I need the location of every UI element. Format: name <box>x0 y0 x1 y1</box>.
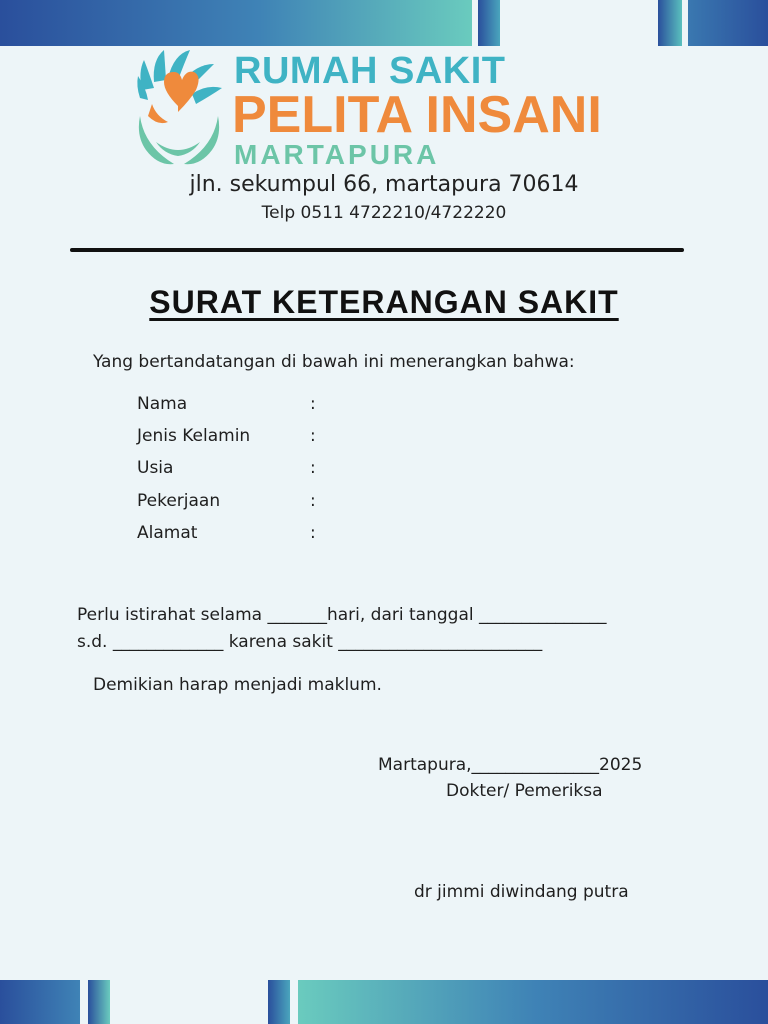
logo-line-1: RUMAH SAKIT <box>234 50 506 92</box>
rest-period-line-2: s.d. _____________ karena sakit ________________________ <box>77 632 543 652</box>
field-label-alamat: Alamat <box>137 523 198 543</box>
field-label-jenis-kelamin: Jenis Kelamin <box>137 426 251 446</box>
field-label-pekerjaan: Pekerjaan <box>137 491 221 511</box>
logo-line-3: MARTAPURA <box>234 139 440 170</box>
top-band-main <box>0 0 472 46</box>
field-colon-pekerjaan: : <box>310 491 316 511</box>
top-band-stripe-2 <box>658 0 682 46</box>
field-colon-jenis-kelamin: : <box>310 426 316 446</box>
field-label-nama: Nama <box>137 394 188 414</box>
top-band-stripe-1 <box>478 0 500 46</box>
document-title: SURAT KETERANGAN SAKIT <box>149 284 619 320</box>
signature-role: Dokter/ Pemeriksa <box>446 781 603 801</box>
heart-hands-logo-icon <box>134 46 224 170</box>
hospital-phone: Telp 0511 4722210/4722220 <box>261 203 507 223</box>
field-colon-usia: : <box>310 458 316 478</box>
rest-period-line-1: Perlu istirahat selama _______hari, dari tanggal _______________ <box>77 605 607 625</box>
bottom-band-main <box>298 980 768 1024</box>
bottom-band-stripe-2 <box>88 980 110 1024</box>
closing-text: Demikian harap menjadi maklum. <box>93 675 382 695</box>
hospital-logo-text <box>234 52 602 170</box>
bottom-band-stripe-3 <box>268 980 290 1024</box>
bottom-band-stripe-1 <box>0 980 80 1024</box>
doctor-name: dr jimmi diwindang putra <box>414 882 629 902</box>
top-band-stripe-3 <box>688 0 768 46</box>
field-colon-alamat: : <box>310 523 316 543</box>
signature-place-date: Martapura,_______________2025 <box>378 755 643 775</box>
intro-text: Yang bertandatangan di bawah ini menerangkan bahwa: <box>93 352 575 372</box>
field-label-usia: Usia <box>137 458 174 478</box>
field-colon-nama: : <box>310 394 316 414</box>
header-divider <box>70 248 684 252</box>
hospital-address: jln. sekumpul 66, martapura 70614 <box>189 172 579 197</box>
logo-line-2: PELITA INSANI <box>232 86 602 144</box>
